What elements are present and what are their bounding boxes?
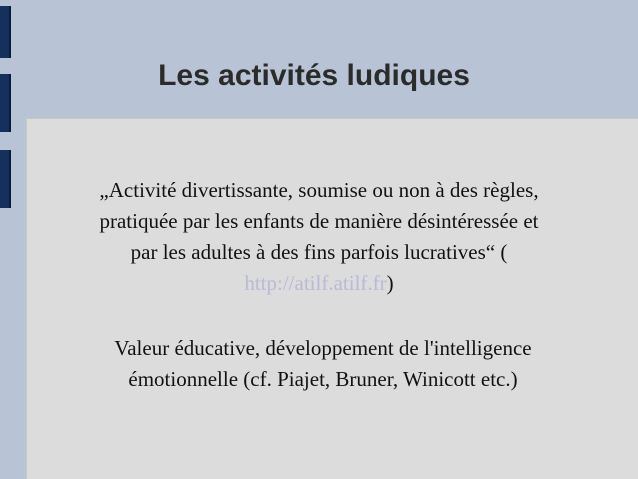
source-link[interactable]: http://atilf.atilf.fr	[244, 271, 387, 295]
value-line: Valeur éducative, développement de l'intelligence	[114, 336, 532, 360]
value-line: émotionnelle (cf. Piajet, Bruner, Winicott etc.)	[128, 367, 518, 391]
definition-line: pratiquée par les enfants de manière désintéressée et	[99, 209, 539, 233]
slide-title-text: Les activités ludiques	[158, 59, 470, 92]
decorative-bar	[0, 150, 11, 208]
closing-paren: )	[386, 271, 394, 295]
definition-paragraph	[28, 175, 610, 299]
definition-line: „Activité divertissante, soumise ou non à des règles,	[99, 178, 539, 202]
source-line	[28, 268, 610, 299]
value-paragraph	[36, 333, 610, 395]
slide-title	[0, 56, 638, 96]
decorative-bar	[0, 6, 11, 58]
definition-line: par les adultes à des fins parfois lucratives“ (	[130, 240, 508, 264]
